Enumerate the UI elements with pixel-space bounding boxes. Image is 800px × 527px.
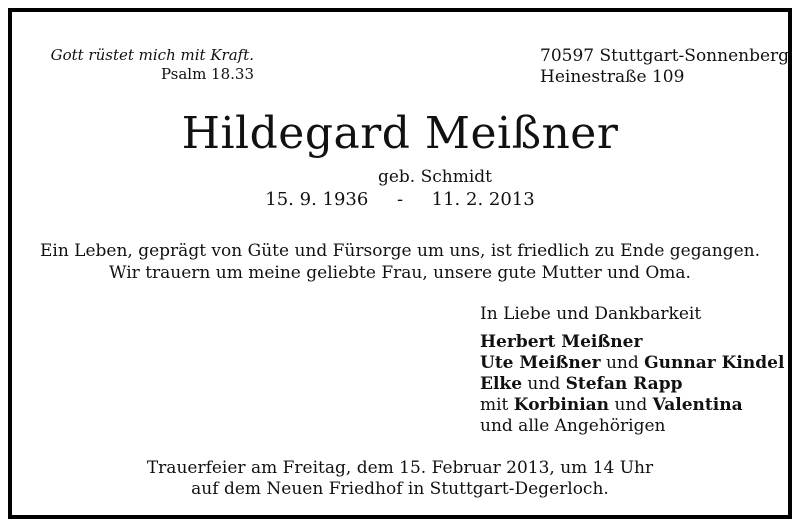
birth-date: 15. 9. 1936 [265,189,369,210]
mourning-message [12,240,788,284]
maiden-name: geb. Schmidt [377,167,493,187]
message-line-2: Wir trauern um meine geliebte Frau, unsere gute Mutter und Oma. [109,263,691,283]
message-line-1: Ein Leben, geprägt von Güte und Fürsorge um uns, ist friedlich zu Ende gegangen. [39,241,761,261]
life-dates [12,189,788,211]
family-row-3 [480,374,784,395]
family-member: Herbert Meißner [480,332,643,352]
verse-reference: Psalm 18.33 [160,65,254,83]
family-signature [480,304,784,437]
obituary-frame [8,8,792,519]
family-member: Valentina [652,395,743,415]
family-member: Ute Meißner [480,353,601,373]
conjunction: und [609,395,653,415]
family-row-1 [480,332,784,353]
deceased-name: Hildegard Meißner [181,108,619,159]
family-member: Korbinian [513,395,610,415]
family-row-4 [480,395,784,416]
funeral-service-info [12,458,788,500]
family-row-2 [480,353,784,374]
family-member: Gunnar Kindel [644,353,785,373]
address-street: Heinestraße 109 [540,67,685,87]
signature-intro: In Liebe und Dankbarkeit [480,304,702,324]
death-date: 11. 2. 2013 [431,189,535,210]
service-line-1: Trauerfeier am Freitag, dem 15. Februar 2013, um 14 Uhr [146,458,654,478]
service-line-2: auf dem Neuen Friedhof in Stuttgart-Degerloch. [191,479,609,499]
prefix: mit [480,395,514,415]
family-member: Stefan Rapp [565,374,683,394]
family-member: Elke [480,374,523,394]
bible-verse [44,46,254,84]
conjunction: und [522,374,566,394]
address-city: 70597 Stuttgart-Sonnenberg [540,46,790,66]
date-separator: - [396,189,404,210]
family-row-5: und alle Angehörigen [480,416,666,436]
family-address [540,46,789,88]
verse-quote: Gott rüstet mich mit Kraft. [50,46,254,64]
conjunction: und [600,353,645,373]
